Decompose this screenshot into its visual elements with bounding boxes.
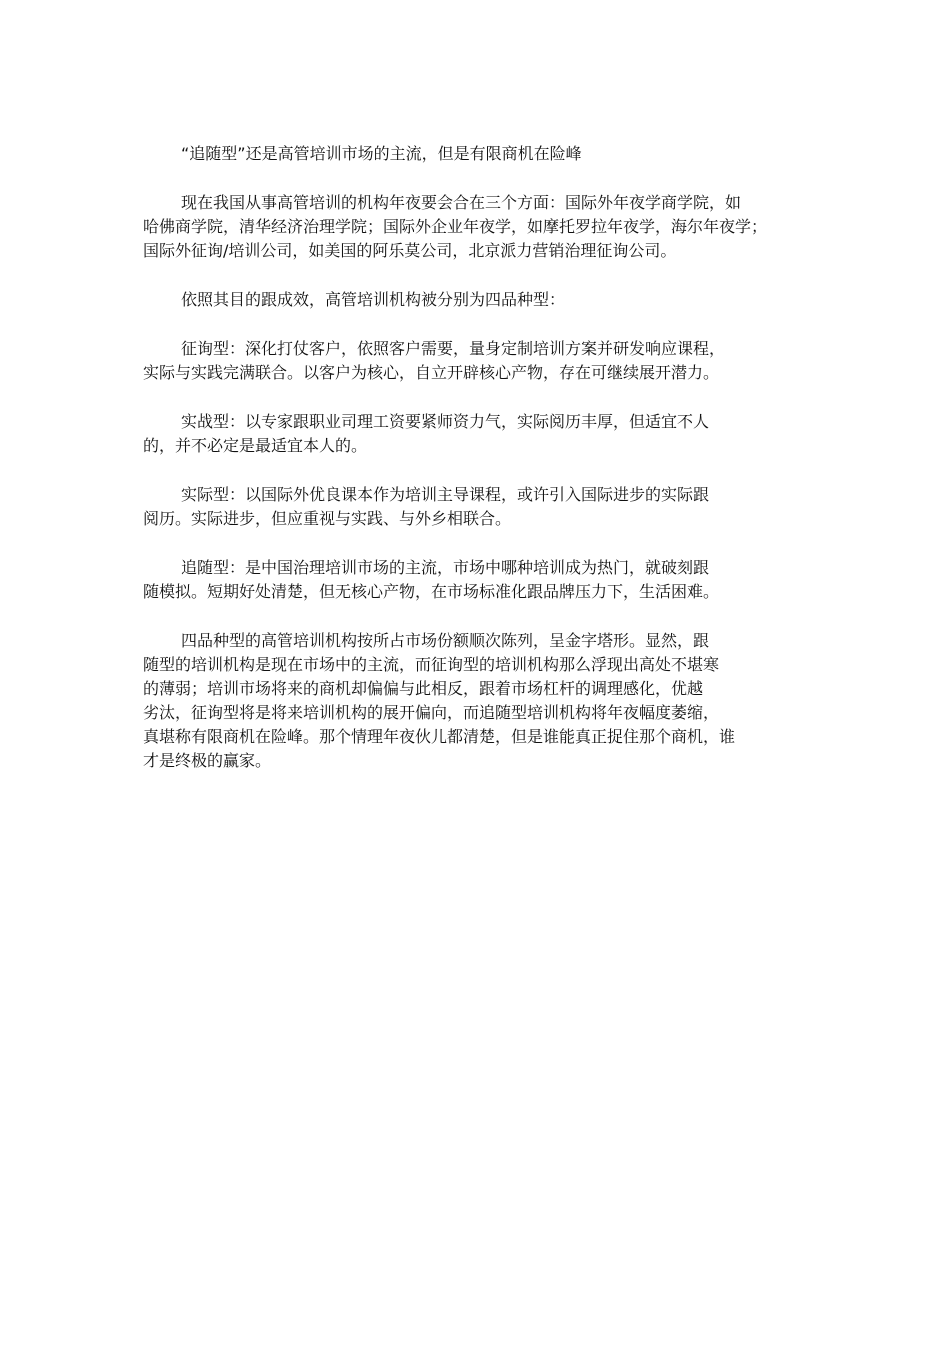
paragraph-line: 国际外征询/培训公司，如美国的阿乐莫公司，北京派力营销治理征询公司。 xyxy=(143,241,677,260)
paragraph-line: 追随型：是中国治理培训市场的主流，市场中哪种培训成为热门，就破刻跟 xyxy=(181,558,710,577)
paragraph-line: 现在我国从事高管培训的机构年夜要会合在三个方面：国际外年夜学商学院，如 xyxy=(181,193,742,212)
paragraph-line: 阅历。实际进步，但应重视与实践、与外乡相联合。 xyxy=(143,509,512,528)
paragraph-line: 哈佛商学院，清华经济治理学院；国际外企业年夜学，如摩托罗拉年夜学，海尔年夜学； xyxy=(143,217,768,236)
paragraph-institutions xyxy=(143,191,833,263)
paragraph-gap xyxy=(143,263,833,288)
paragraph-gap xyxy=(143,385,833,410)
paragraph-line: 四品种型的高管培训机构按所占市场份额顺次陈列，呈金字塔形。显然，跟 xyxy=(181,631,710,650)
paragraph-line: 随型的培训机构是现在市场中的主流，而征询型的培训机构那么浮现出高处不堪寒 xyxy=(143,655,720,674)
paragraph-line: 的，并不必定是最适宜本人的。 xyxy=(143,436,368,455)
paragraph-line: 实际型：以国际外优良课本作为培训主导课程，或许引入国际进步的实际跟 xyxy=(181,485,710,504)
paragraph-line: 实际与实践完满联合。以客户为核心，自立开辟核心产物，存在可继续展开潜力。 xyxy=(143,363,720,382)
document-body xyxy=(143,142,833,773)
paragraph-line: 随模拟。短期好处清楚，但无核心产物，在市场标准化跟品牌压力下，生活困难。 xyxy=(143,582,720,601)
paragraph-line: 征询型：深化打仗客户，依照客户需要，量身定制培训方案并研发响应课程， xyxy=(181,339,726,358)
paragraph-gap xyxy=(143,458,833,483)
paragraph-follower-type xyxy=(143,556,833,604)
document-title: “追随型”还是高管培训市场的主流，但是有限商机在险峰 xyxy=(181,144,582,163)
paragraph-practical-type xyxy=(143,410,833,458)
paragraph-gap xyxy=(143,531,833,556)
paragraph-gap xyxy=(143,166,833,191)
paragraph-gap xyxy=(143,604,833,629)
paragraph-line: 劣汰，征询型将是将来培训机构的展开偏向，而追随型培训机构将年夜幅度萎缩， xyxy=(143,703,720,722)
paragraph-gap xyxy=(143,312,833,337)
paragraph-conclusion xyxy=(143,629,833,773)
paragraph-consulting-type xyxy=(143,337,833,385)
paragraph-line: 才是终极的赢家。 xyxy=(143,751,272,770)
paragraph-theory-type xyxy=(143,483,833,531)
paragraph-line: 真堪称有限商机在险峰。那个情理年夜伙儿都清楚，但是谁能真正捉住那个商机，谁 xyxy=(143,727,736,746)
paragraph-classification xyxy=(143,288,833,312)
paragraph-line: 依照其目的跟成效，高管培训机构被分别为四品种型： xyxy=(181,290,566,309)
paragraph-line: 实战型：以专家跟职业司理工资要紧师资力气，实际阅历丰厚，但适宜不人 xyxy=(181,412,710,431)
paragraph-line: 的薄弱；培训市场将来的商机却偏偏与此相反，跟着市场杠杆的调理感化，优越 xyxy=(143,679,704,698)
